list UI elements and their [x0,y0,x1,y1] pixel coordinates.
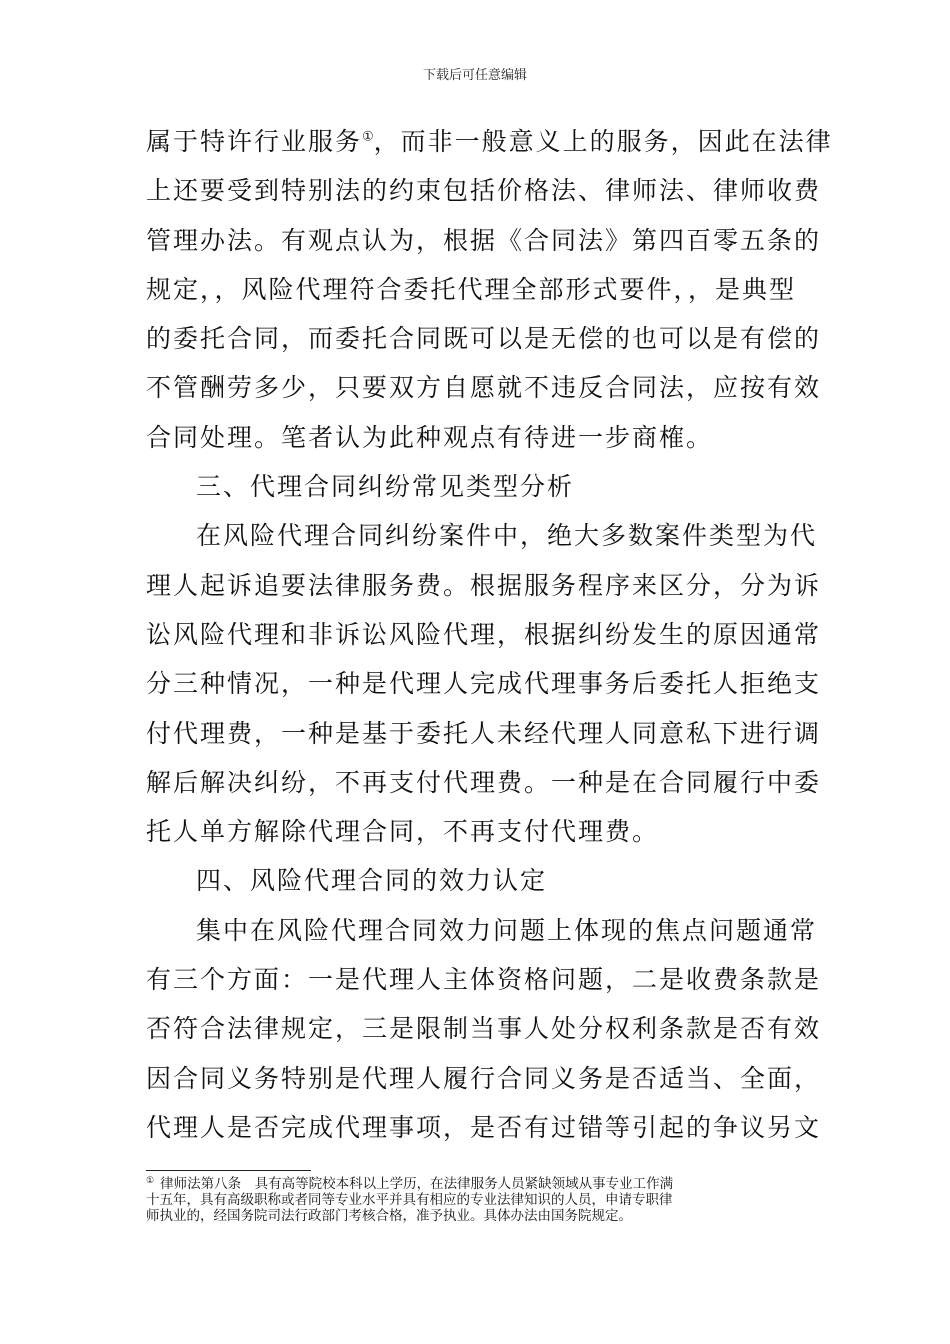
paragraph-line: 理人起诉追要法律服务费。根据服务程序来区分，分为诉 [146,570,822,600]
section-heading-4: 四、风险代理合同的效力认定 [196,866,548,896]
paragraph-line: 讼风险代理和非诉讼风险代理，根据纠纷发生的原因通常 [146,619,822,649]
footnote-line [146,1176,808,1192]
paragraph-line: 在风险代理合同纠纷案件中，绝大多数案件类型为代 [196,521,818,551]
text-segment: ，而非一般意义上的服务，因此在法律 [373,127,833,156]
paragraph-line: 解后解决纠纷，不再支付代理费。一种是在合同履行中委 [146,767,822,797]
paragraph-line: 代理人是否完成代理事项，是否有过错等引起的争议另文 [146,1112,822,1142]
paragraph-line: 上还要受到特别法的约束包括价格法、律师法、律师收费 [146,176,822,206]
footnote [146,1176,808,1224]
footnote-line: 十五年，具有高级职称或者同等专业水平并具有相应的专业法律知识的人员，申请专职律 [146,1192,673,1208]
paragraph-line: 分三种情况，一种是代理人完成代理事务后委托人拒绝支 [146,669,822,699]
footnote-text: 律师法第八条 具有高等院校本科以上学历，在法律服务人员紧缺领域从事专业工作满 [160,1176,674,1192]
page-header: 下载后可任意编辑 [422,68,527,83]
paragraph-line [146,117,833,166]
paragraph-line: 规定，，风险代理符合委托代理全部形式要件，，是典型 [146,274,797,304]
paragraph-line: 合同处理。笔者认为此种观点有待进一步商榷。 [146,422,714,452]
paragraph-line: 付代理费，一种是基于委托人未经代理人同意私下进行调 [146,718,822,748]
section-heading-3: 三、代理合同纠纷常见类型分析 [196,472,575,502]
body-text [146,117,833,1152]
paragraph-line: 托人单方解除代理合同，不再支付代理费。 [146,817,660,847]
paragraph-line: 管理办法。有观点认为，根据《合同法》第四百零五条的 [146,225,822,255]
paragraph-line: 不管酬劳多少，只要双方自愿就不违反合同法，应按有效 [146,373,822,403]
footnote-separator [146,1170,311,1171]
footnote-mark: ① [146,1175,155,1186]
paragraph-line: 因合同义务特别是代理人履行合同义务是否适当、全面， [146,1063,822,1093]
footnote-reference[interactable]: ① [362,129,374,145]
paragraph-line: 的委托合同，而委托合同既可以是无偿的也可以是有偿的 [146,324,822,354]
footnote-line: 师执业的，经国务院司法行政部门考核合格，准予执业。具体办法由国务院规定。 [146,1208,632,1224]
paragraph-line: 否符合法律规定，三是限制当事人处分权利条款是否有效 [146,1014,822,1044]
paragraph-line: 有三个方面：一是代理人主体资格问题，二是收费条款是 [146,965,822,995]
text-segment: 属于特许行业服务 [146,127,363,156]
paragraph-line: 集中在风险代理合同效力问题上体现的焦点问题通常 [196,915,818,945]
